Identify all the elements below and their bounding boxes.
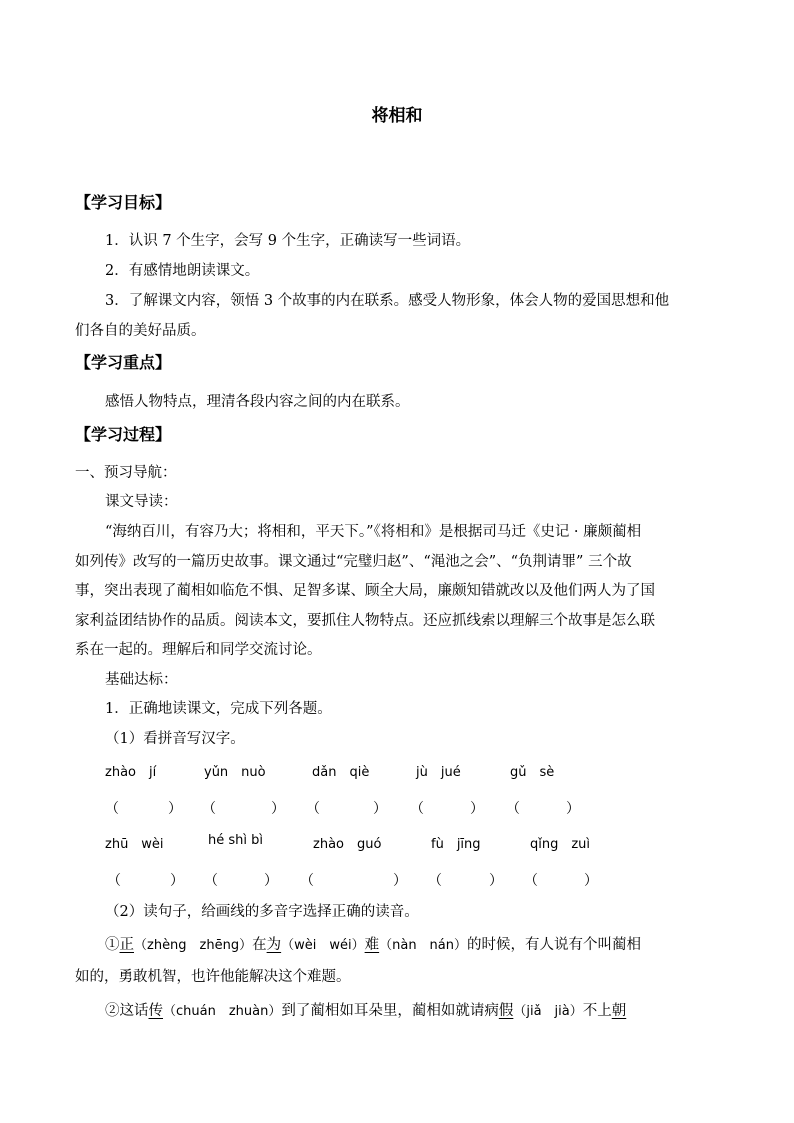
goal-item-3-line1: 3．了解课文内容，领悟 3 个故事的内在联系。感受人物形象，体会人物的爱国思想和他 — [105, 293, 670, 309]
basic-label: 基础达标： — [105, 672, 178, 688]
pinyin-choice: （nàn nán） — [379, 938, 467, 953]
guide-line-2: 如列传》改写的一篇历史故事。课文通过“完璧归赵”、“渑池之会”、“负荆请罪” 三个故 — [75, 554, 632, 570]
pinyin-choice: （chuán zhuàn） — [163, 1004, 282, 1019]
preview-heading: 一、预习导航： — [75, 465, 177, 481]
sentence-text: 到了蔺相如耳朵里，蔺相如就请病 — [281, 1003, 499, 1019]
answer-blank-open: （ — [524, 873, 538, 889]
sentence-number: ① — [105, 937, 120, 953]
answer-blank-open: （ — [204, 873, 218, 889]
answer-blank-close: ） — [566, 801, 580, 817]
pinyin-item: zhū wèi — [105, 837, 164, 852]
answer-blank-close: ） — [264, 873, 278, 889]
pinyin-choice: （wèi wéi） — [281, 938, 365, 953]
sentence-text: 在 — [252, 937, 267, 953]
pinyin-item: jù jué — [416, 765, 461, 780]
page-title: 将相和 — [371, 106, 423, 126]
goal-item-3-line2: 们各自的美好品质。 — [75, 323, 206, 339]
answer-blank-close: ） — [373, 801, 387, 817]
answer-blank-open: （ — [107, 873, 121, 889]
guide-line-1: “海纳百川，有容乃大；将相和，平天下。”《将相和》是根据司马迁《史记 · 廉颇蔺相 — [105, 524, 642, 540]
sentence-1-line2: 如的，勇敢机智，也许他能解决这个难题。 — [75, 969, 351, 985]
pinyin-item: zhào jí — [105, 765, 157, 780]
answer-blank-open: （ — [300, 873, 314, 889]
answer-blank-open: （ — [428, 873, 442, 889]
sentence-text: 不上 — [582, 1003, 612, 1019]
answer-blank-close: ） — [489, 873, 503, 889]
underlined-char: 朝 — [611, 1003, 627, 1019]
pinyin-item: hé shì bì — [208, 833, 263, 848]
heading-learning-goals: 【学习目标】 — [75, 193, 172, 212]
answer-blank-open: （ — [506, 801, 520, 817]
pinyin-choice: （zhèng zhēng） — [134, 938, 253, 953]
pinyin-item: yǔn nuò — [204, 765, 266, 780]
underlined-char: 难 — [364, 937, 380, 953]
sentence-text: 这话 — [119, 1003, 149, 1019]
goal-item-1: 1．认识 7 个生字，会写 9 个生字，正确读写一些词语。 — [105, 233, 471, 249]
answer-blank-close: ） — [170, 873, 184, 889]
goal-item-2: 2．有感情地朗读课文。 — [105, 263, 260, 279]
heading-learning-process: 【学习过程】 — [75, 425, 172, 444]
guide-line-4: 家利益团结协作的品质。阅读本文，要抓住人物特点。还应抓线索以理解三个故事是怎么联 — [75, 613, 655, 629]
pinyin-item: dǎn qiè — [312, 765, 370, 780]
pinyin-item: fù jīng — [431, 837, 481, 852]
answer-blank-open: （ — [105, 801, 119, 817]
answer-blank-open: （ — [410, 801, 424, 817]
key-points-text: 感悟人物特点，理清各段内容之间的内在联系。 — [105, 394, 410, 410]
underlined-char: 传 — [148, 1003, 163, 1019]
answer-blank-close: ） — [271, 801, 285, 817]
question-1: 1．正确地读课文，完成下列各题。 — [105, 701, 332, 717]
answer-blank-open: （ — [202, 801, 216, 817]
answer-blank-open: （ — [306, 801, 320, 817]
pinyin-item: gǔ sè — [510, 765, 555, 780]
answer-blank-close: ） — [584, 873, 598, 889]
sentence-text: 的时候，有人说有个叫蔺相 — [467, 937, 641, 953]
sentence-1-line1 — [105, 935, 641, 956]
pinyin-item: zhào guó — [313, 837, 382, 852]
guide-label: 课文导读： — [105, 494, 178, 510]
answer-blank-close: ） — [393, 873, 407, 889]
pinyin-item: qǐng zuì — [530, 837, 591, 852]
heading-key-points: 【学习重点】 — [75, 353, 172, 372]
question-1-1: （1）看拼音写汉字。 — [105, 731, 245, 747]
sentence-number: ② — [105, 1003, 120, 1019]
pinyin-choice: （jiǎ jià） — [513, 1004, 583, 1019]
guide-line-3: 事，突出表现了蔺相如临危不惧、足智多谋、顾全大局，廉颇知错就改以及他们两人为了国 — [75, 583, 655, 599]
underlined-char: 正 — [119, 937, 134, 953]
guide-line-5: 系在一起的。理解后和同学交流讨论。 — [75, 642, 322, 658]
answer-blank-close: ） — [168, 801, 182, 817]
answer-blank-close: ） — [470, 801, 484, 817]
underlined-char: 为 — [266, 937, 282, 953]
sentence-2-line1 — [105, 1001, 626, 1022]
underlined-char: 假 — [498, 1003, 514, 1019]
question-1-2: （2）读句子，给画线的多音字选择正确的读音。 — [105, 904, 419, 920]
